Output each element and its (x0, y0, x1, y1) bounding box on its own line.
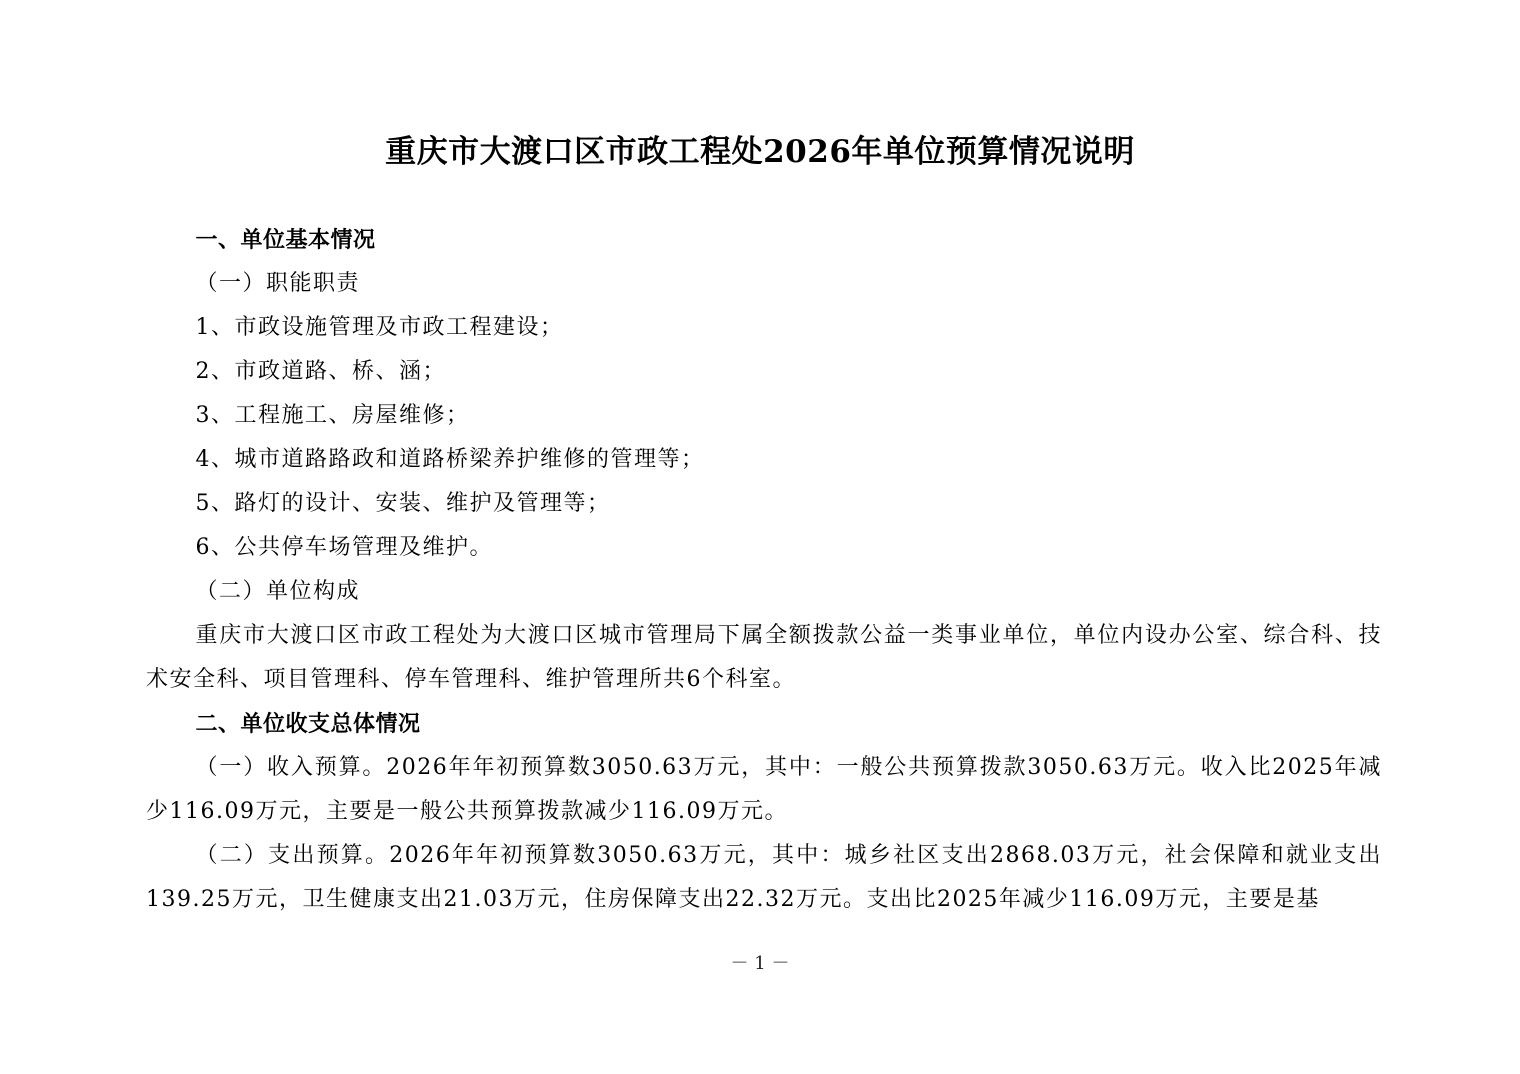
composition-paragraph: 重庆市大渡口区市政工程处为大渡口区城市管理局下属全额拨款公益一类事业单位，单位内设办公室、综合科、技术安全科、项目管理科、停车管理科、维护管理所共6个科室。 (146, 623, 1382, 692)
section-heading-budget-overview: 二、单位收支总体情况 (195, 711, 421, 737)
duty-item: 4、城市道路路政和道路桥梁养护维修的管理等； (195, 447, 705, 472)
duty-item: 3、工程施工、房屋维修； (195, 403, 470, 428)
document-title: 重庆市大渡口区市政工程处2026年单位预算情况说明 (385, 134, 1135, 170)
income-budget-paragraph: （一）收入预算。2026年年初预算数3050.63万元，其中：一般公共预算拨款3050.63万元。收入比2025年减少116.09万元，主要是一般公共预算拨款减少116.09万元。 (146, 755, 1382, 824)
duty-item: 1、市政设施管理及市政工程建设； (195, 315, 564, 340)
document-body (146, 218, 1382, 922)
duty-item: 6、公共停车场管理及维护。 (195, 535, 493, 560)
expense-budget-paragraph: （二）支出预算。2026年年初预算数3050.63万元，其中：城乡社区支出2868.03万元，社会保障和就业支出139.25万元，卫生健康支出21.03万元，住房保障支出22.32万元。支出比2025年减少116.09万元，主要是基 (146, 843, 1382, 912)
subheading-composition: （二）单位构成 (195, 579, 361, 604)
page-number: － 1 － (730, 953, 790, 974)
section-heading-basic-info: 一、单位基本情况 (195, 227, 376, 253)
duty-item: 2、市政道路、桥、涵； (195, 359, 446, 384)
subheading-duties: （一）职能职责 (195, 271, 361, 296)
duty-item: 5、路灯的设计、安装、维护及管理等； (195, 491, 611, 516)
